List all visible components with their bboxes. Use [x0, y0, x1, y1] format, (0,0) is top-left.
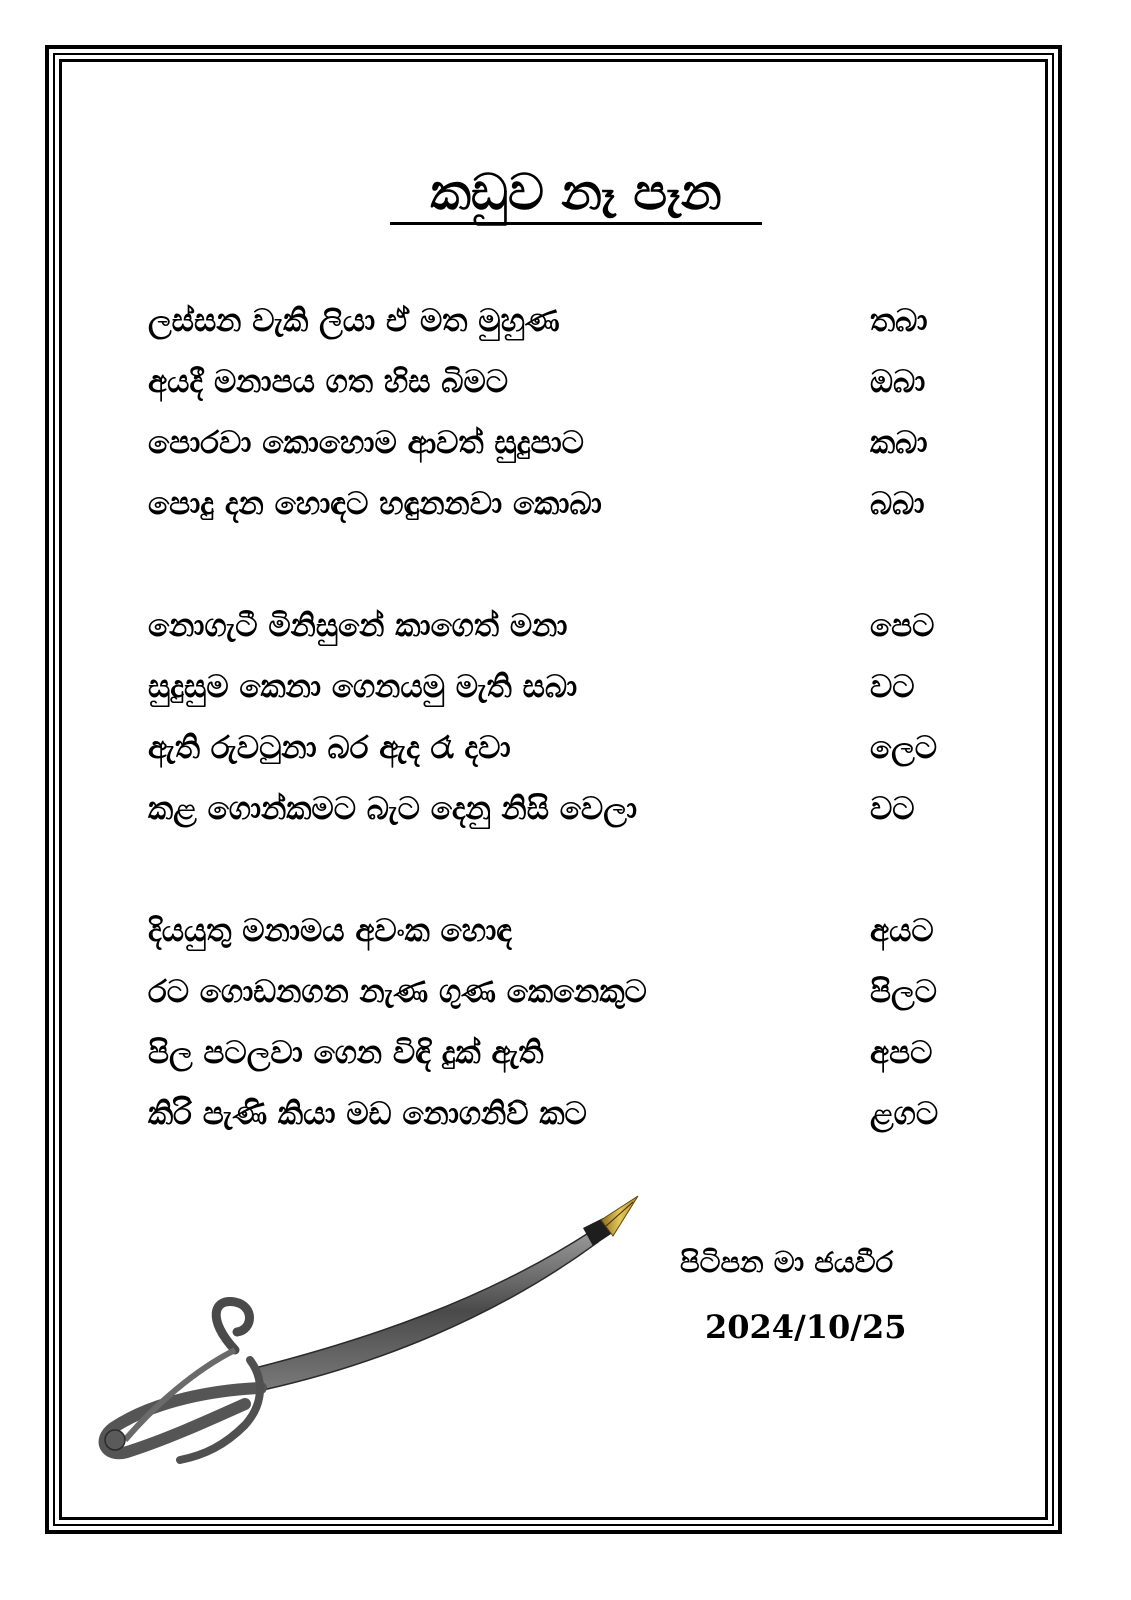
- line-text: රට ගොඩනගන නැණ ගුණ කෙනෙකුට: [148, 974, 647, 1010]
- line-text: අයදී මනාපය ගත හිස බිමට: [148, 364, 509, 400]
- line-rhyme-word: තබා: [870, 303, 928, 339]
- line-text: දියයුතු මනාමය අවංක හොඳ: [148, 913, 513, 949]
- line-text: පිල පටලවා ගෙන විඳි දුක් ඇති: [148, 1035, 544, 1071]
- poem-line: [148, 722, 968, 783]
- title-underline: [390, 222, 762, 225]
- poem-line: [148, 600, 968, 661]
- line-rhyme-word: අයට: [870, 913, 934, 949]
- line-rhyme-word: වට: [870, 791, 915, 827]
- poem-line: [148, 1088, 968, 1149]
- line-rhyme-word: පෙට: [870, 608, 935, 644]
- poem-date: 2024/10/25: [705, 1308, 907, 1346]
- poem-line: [148, 295, 968, 356]
- line-text: ලස්සන වැකි ලියා ඒ මත මුහුණ: [148, 303, 560, 339]
- poem-line: [148, 417, 968, 478]
- line-text: ඇති රුවටුනා බර ඇද රෑ දවා: [148, 730, 511, 766]
- poem-line: [148, 966, 968, 1027]
- line-text: පොරවා කොහොම ආවත් සුදුපාට: [148, 425, 584, 461]
- line-rhyme-word: බබා: [870, 486, 925, 522]
- sword-pen-icon: [85, 1190, 655, 1480]
- poem-line: [148, 356, 968, 417]
- line-rhyme-word: කබා: [870, 425, 928, 461]
- stanza-1: [148, 295, 968, 539]
- line-text: නොගැටී මිනිසුනේ කාගෙත් මනා: [148, 608, 568, 644]
- stanza-2: [148, 600, 968, 844]
- poem-line: [148, 1027, 968, 1088]
- line-text: පොදු දන හොඳට හඳුනනවා කොබා: [148, 486, 602, 522]
- line-rhyme-word: පිලට: [870, 974, 937, 1010]
- line-text: සුදුසුම කෙනා ගෙනයමු මැති සබා: [148, 669, 578, 705]
- line-text: කිරි පැණි කියා මඩ නොගනිව් කට: [148, 1096, 587, 1132]
- line-rhyme-word: ඔබා: [870, 364, 926, 400]
- line-rhyme-word: ලෙට: [870, 730, 938, 766]
- line-rhyme-word: වට: [870, 669, 915, 705]
- line-text: කළ ගොන්කමට බැට දෙනු නිසි වෙලා: [148, 791, 638, 827]
- line-rhyme-word: අපට: [870, 1035, 933, 1071]
- stanza-3: [148, 905, 968, 1149]
- author-name: පිටිපන මා ජයවීර: [680, 1245, 894, 1279]
- line-rhyme-word: ළගට: [870, 1096, 939, 1132]
- poem-line: [148, 661, 968, 722]
- poem-line: [148, 905, 968, 966]
- poem-title: කඩුව නෑ පෑන: [430, 163, 722, 221]
- poem-line: [148, 478, 968, 539]
- poem-line: [148, 783, 968, 844]
